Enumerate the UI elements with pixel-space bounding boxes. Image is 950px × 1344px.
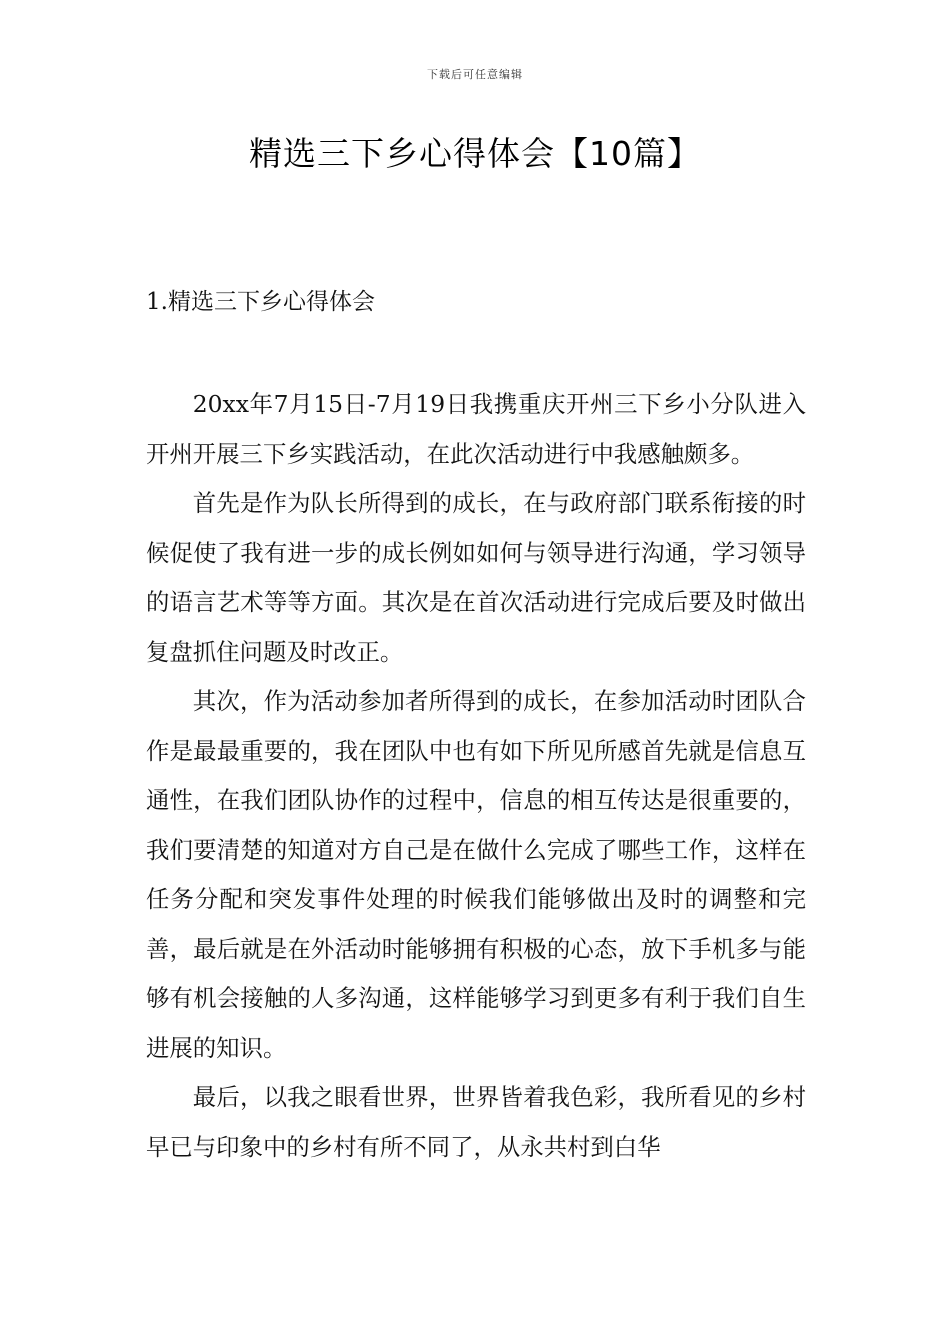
paragraph: 最后，以我之眼看世界，世界皆着我色彩，我所看见的乡村早已与印象中的乡村有所不同了，从永共村到白华 <box>146 1083 806 1161</box>
paragraph: 其次，作为活动参加者所得到的成长，在参加活动时团队合作是最最重要的，我在团队中也有如下所见所感首先就是信息互通性，在我们团队协作的过程中，信息的相互传达是很重要的，我们要清楚的知道对方自己是在做什么完成了哪些工作，这样在任务分配和突发事件处理的时候我们能够做出及时的调整和完善，最后就是在外活动时能够拥有积极的心态，放下手机多与能够有机会接触的人多沟通，这样能够学习到更多有利于我们自生进展的知识。 <box>146 687 806 1062</box>
paragraph: 20xx年7月15日-7月19日我携重庆开州三下乡小分队进入开州开展三下乡实践活动，在此次活动进行中我感触颇多。 <box>146 390 806 468</box>
section-heading: 1.精选三下乡心得体会 <box>146 289 375 315</box>
paragraph: 首先是作为队长所得到的成长，在与政府部门联系衔接的时候促使了我有进一步的成长例如如何与领导进行沟通，学习领导的语言艺术等等方面。其次是在首次活动进行完成后要及时做出复盘抓住问题及时改正。 <box>146 489 806 666</box>
header-note: 下载后可任意编辑 <box>427 68 523 81</box>
body-text <box>146 380 806 1172</box>
document-title: 精选三下乡心得体会【10篇】 <box>249 134 701 173</box>
